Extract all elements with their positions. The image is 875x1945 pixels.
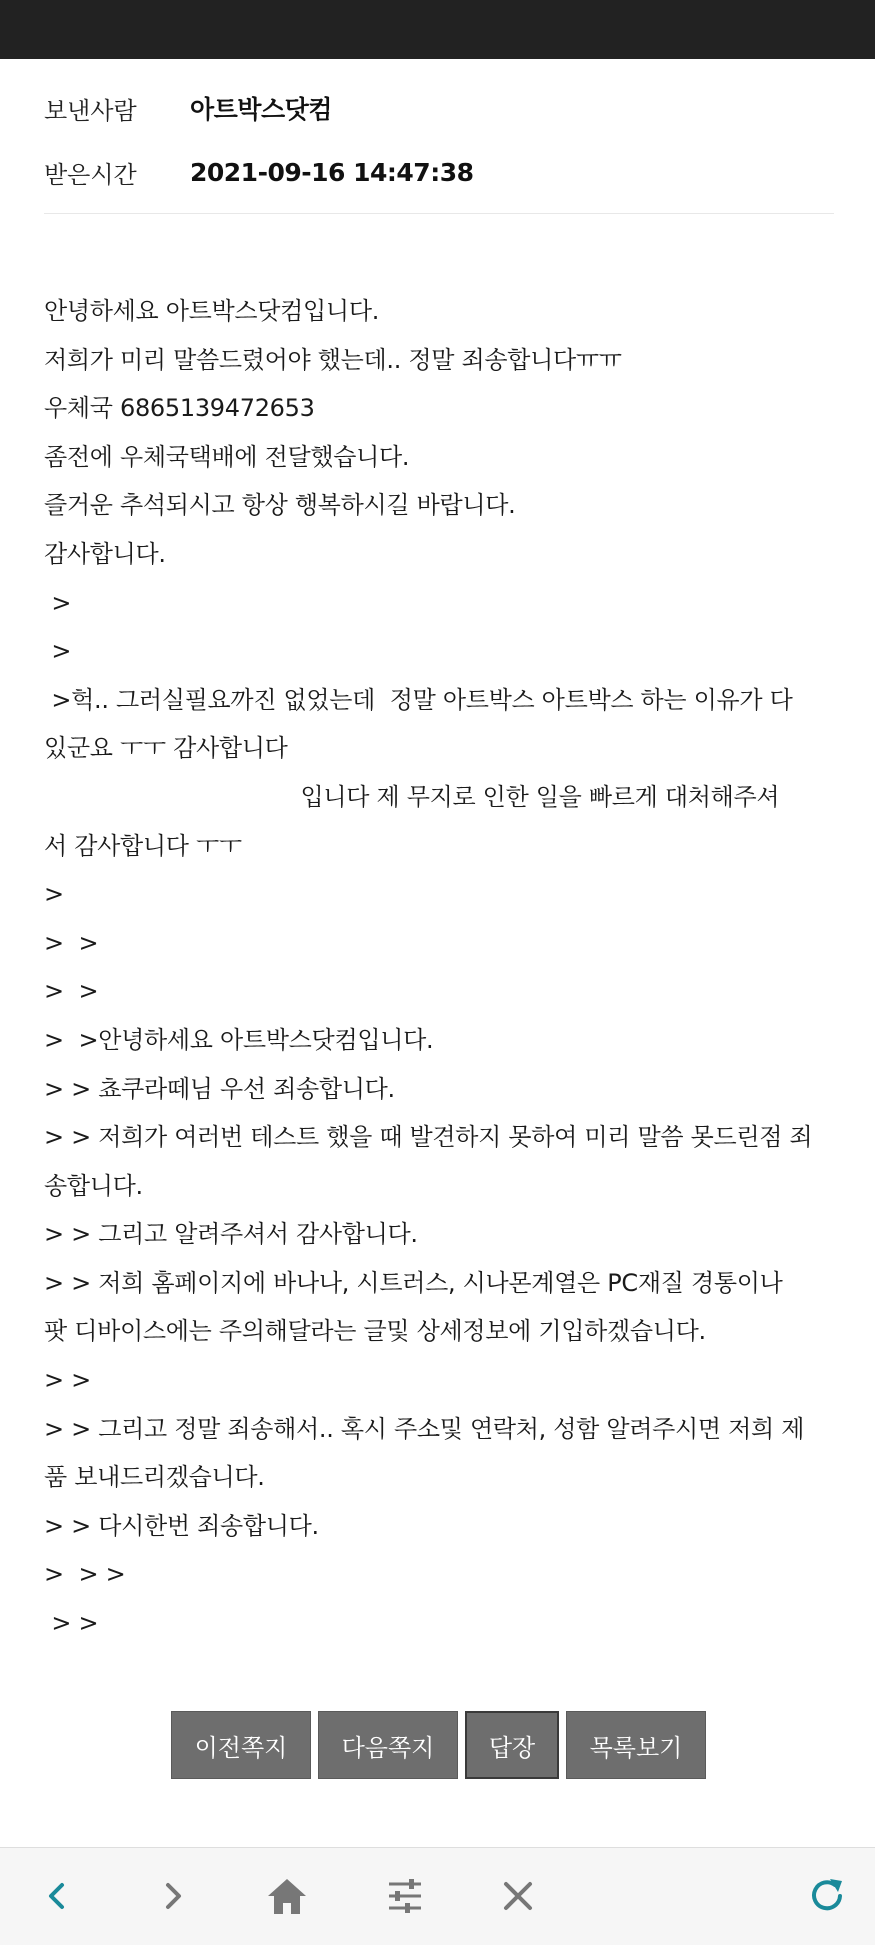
message-line: 송합니다. [44,1171,143,1200]
message-line: > [44,880,64,909]
sender-value: 아트박스닷컴 [190,95,332,124]
action-buttons [171,1711,706,1779]
message-line: 즐거운 추석되시고 항상 행복하시길 바랍니다. [44,491,516,520]
browser-nav-bar [0,1847,875,1945]
message-line: > >안녕하세요 아트박스닷컴입니다. [44,1025,434,1054]
message-line: > > 그리고 정말 죄송해서.. 혹시 주소및 연락처, 성함 알려주시면 저희 제 [44,1414,805,1443]
message-line: > [44,588,72,617]
message-line: > > 쵸쿠라떼님 우선 죄송합니다. [44,1074,395,1103]
message-line: > [44,637,72,666]
message-line: 입니다 제 무지로 인한 일을 빠르게 대처해주셔 [44,782,780,811]
settings-sliders-icon[interactable] [375,1868,435,1924]
message-line: 좀전에 우체국택배에 전달했습니다. [44,442,410,471]
message-line: > > 다시한번 죄송합니다. [44,1511,319,1540]
home-icon[interactable] [257,1868,317,1924]
message-line: 팟 디바이스에는 주의해달라는 글및 상세정보에 기입하겠습니다. [44,1317,706,1346]
message-line: 우체국 6865139472653 [44,394,315,423]
back-icon[interactable] [27,1868,87,1924]
message-line: > > [44,1366,91,1395]
message-line: > > 저희 홈페이지에 바나나, 시트러스, 시나몬계열은 PC재질 경통이나 [44,1268,783,1297]
message-line: 안녕하세요 아트박스닷컴입니다. [44,297,380,325]
message-line: >헉.. 그러실필요까진 없었는데 정말 아트박스 아트박스 하는 이유가 다 [44,685,793,714]
sender-label: 보낸사람 [44,96,137,125]
received-time-label: 받은시간 [44,160,137,189]
list-view-button[interactable]: 목록보기 [566,1711,706,1779]
forward-icon[interactable] [143,1868,203,1924]
message-line: > > [44,1609,99,1638]
refresh-icon[interactable] [797,1868,857,1924]
received-time-row [44,148,834,196]
message-line: 품 보내드리겠습니다. [44,1463,265,1492]
message-line: > > > [44,1560,126,1589]
message-line: 서 감사합니다 ㅜㅜ [44,831,242,860]
received-time-value: 2021-09-16 14:47:38 [190,157,474,187]
message-line: 감사합니다. [44,539,166,568]
close-icon[interactable] [488,1868,548,1924]
reply-button[interactable]: 답장 [465,1711,559,1779]
divider [44,213,834,214]
message-line: > > 저희가 여러번 테스트 했을 때 발견하지 못하여 미리 말씀 못드린점 죄 [44,1123,813,1152]
message-line: > > 그리고 알려주셔서 감사합니다. [44,1220,418,1249]
status-bar [0,0,875,59]
message-line: > > [44,977,99,1006]
message-line: 있군요 ㅜㅜ 감사합니다 [44,734,288,763]
sender-row [44,84,834,132]
message-header [44,84,834,212]
prev-message-button[interactable]: 이전쪽지 [171,1711,311,1779]
message-line: > > [44,928,99,957]
message-body [44,287,844,1648]
message-line: 저희가 미리 말씀드렸어야 했는데.. 정말 죄송합니다ㅠㅠ [44,345,622,374]
next-message-button[interactable]: 다음쪽지 [318,1711,458,1779]
